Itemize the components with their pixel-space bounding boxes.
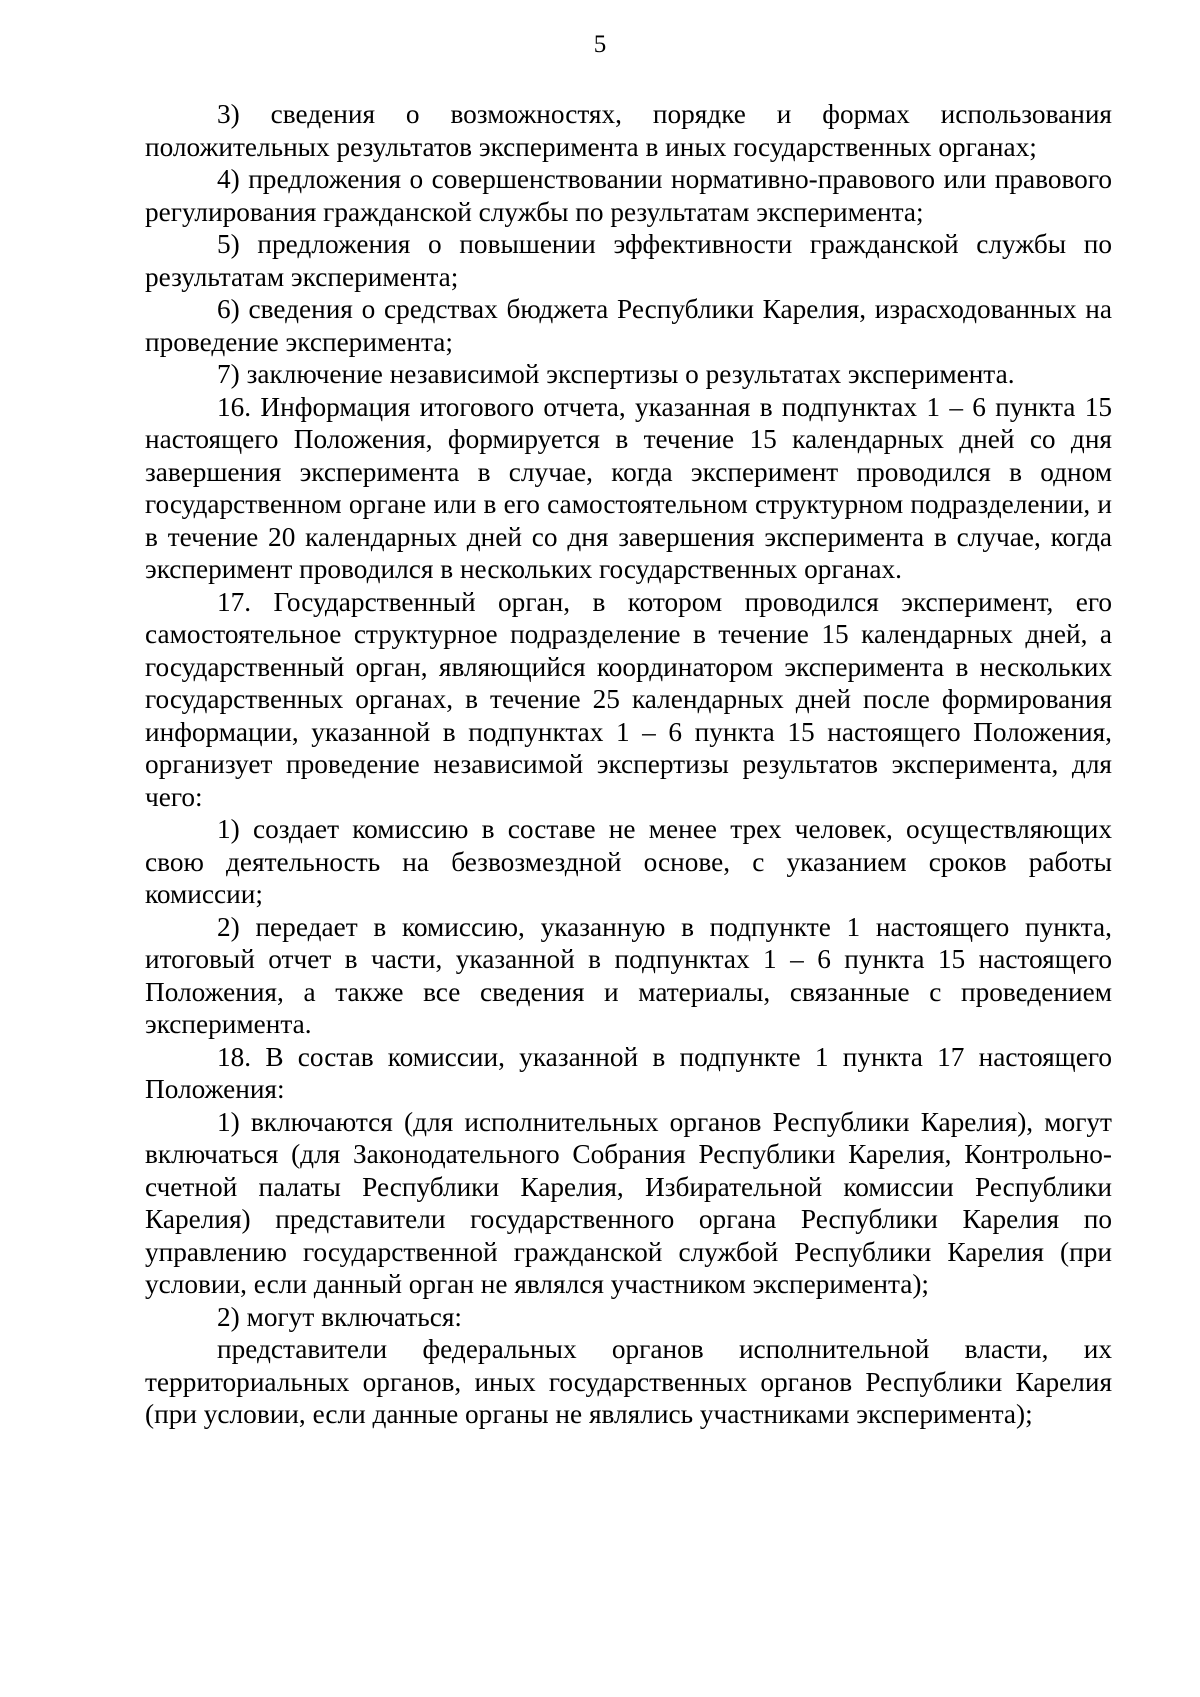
paragraph-item-3: 3) сведения о возможностях, порядке и формах использования положительных результатов эксперимента в иных государственных органах; bbox=[145, 99, 1112, 162]
paragraph-clause-17-item-1: 1) создает комиссию в составе не менее трех человек, осуществляющих свою деятельность на безвозмездной основе, с указанием сроков работы комиссии; bbox=[145, 814, 1112, 909]
paragraph-clause-17-item-2: 2) передает в комиссию, указанную в подпункте 1 настоящего пункта, итоговый отчет в части, указанной в подпунктах 1 – 6 пункта 15 настоящего Положения, а также все сведения и материалы, связанные с проведением эксперимента. bbox=[145, 911, 1112, 1039]
paragraph-item-7: 7) заключение независимой экспертизы о результатах эксперимента. bbox=[217, 359, 1015, 389]
document-body bbox=[145, 98, 1112, 1431]
paragraph-clause-18: 18. В состав комиссии, указанной в подпункте 1 пункта 17 настоящего Положения: bbox=[145, 1041, 1112, 1104]
paragraph-item-6: 6) сведения о средствах бюджета Республики Карелия, израсходованных на проведение эксперимента; bbox=[145, 294, 1112, 357]
paragraph-clause-16: 16. Информация итогового отчета, указанная в подпунктах 1 – 6 пункта 15 настоящего Положения, формируется в течение 15 календарных дней со дня завершения эксперимента в случае, когда эксперимент проводился в одном государственном органе или в его самостоятельном структурном подразделении, и в течение 20 календарных дней со дня завершения эксперимента в случае, когда эксперимент проводился в нескольких государственных органах. bbox=[145, 391, 1112, 584]
paragraph-item-5: 5) предложения о повышении эффективности гражданской службы по результатам эксперимента; bbox=[145, 229, 1112, 292]
page-number: 5 bbox=[593, 31, 607, 58]
paragraph-clause-18-representatives: представители федеральных органов исполнительной власти, их территориальных органов, иных государственных органов Республики Карелия (при условии, если данные органы не являлись участниками эксперимента); bbox=[145, 1334, 1112, 1429]
paragraph-clause-18-item-1: 1) включаются (для исполнительных органов Республики Карелия), могут включаться (для Законодательного Собрания Республики Карелия, Контрольно-счетной палаты Республики Карелия, Избирательной комиссии Республики Карелия) представители государственного органа Республики Карелия по управлению государственной гражданской службой Республики Карелия (при условии, если данный орган не являлся участником эксперимента); bbox=[145, 1106, 1112, 1299]
paragraph-item-4: 4) предложения о совершенствовании нормативно-правового или правового регулирования гражданской службы по результатам эксперимента; bbox=[145, 164, 1112, 227]
paragraph-clause-18-item-2: 2) могут включаться: bbox=[217, 1301, 462, 1332]
paragraph-clause-17: 17. Государственный орган, в котором проводился эксперимент, его самостоятельное структурное подразделение в течение 15 календарных дней, а государственный орган, являющийся координатором эксперимента в нескольких государственных органах, в течение 25 календарных дней после формирования информации, указанной в подпунктах 1 – 6 пункта 15 настоящего Положения, организует проведение независимой экспертизы результатов эксперимента, для чего: bbox=[145, 586, 1112, 812]
